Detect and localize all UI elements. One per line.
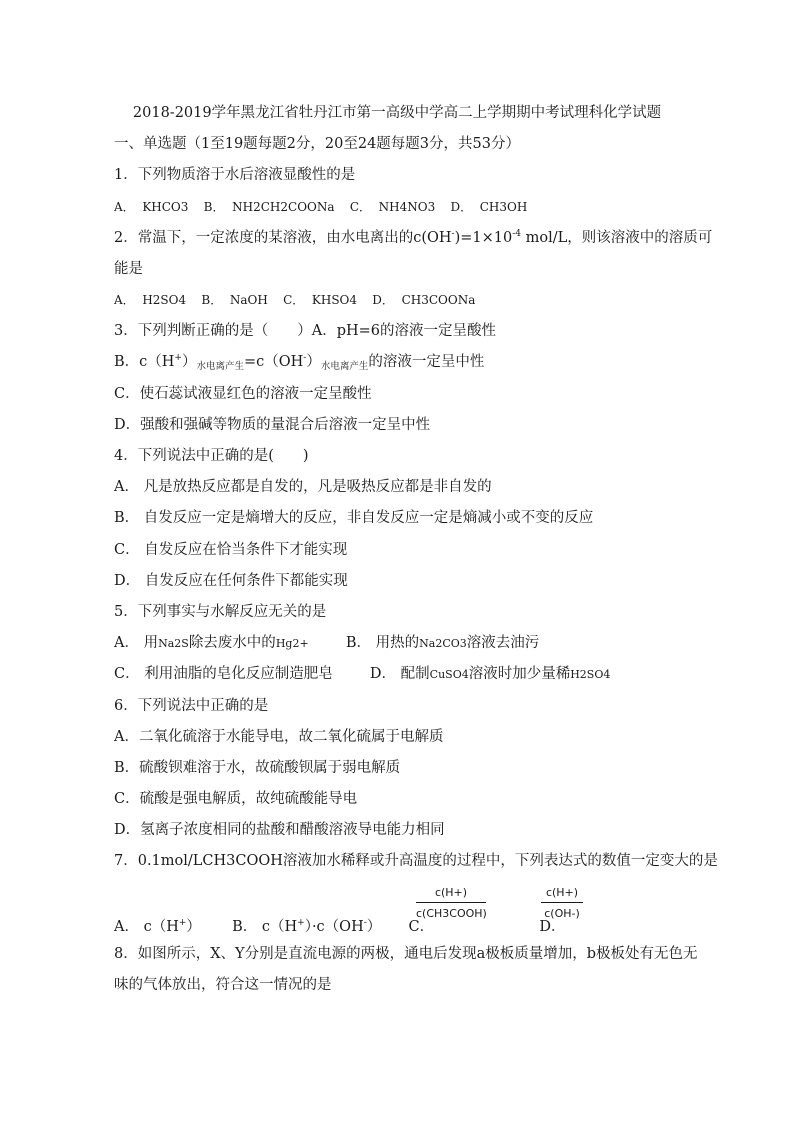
q5-option-a[interactable]: A． 用Na2S除去废水中的Hg2+ bbox=[114, 635, 309, 651]
q5-option-d[interactable]: D． 配制CuSO4溶液时加少量稀H2SO4 bbox=[369, 666, 611, 682]
q7-option-a[interactable]: A． c（H+） bbox=[114, 918, 201, 935]
question-5-stem: 5．下列事实与水解反应无关的是 bbox=[114, 604, 327, 620]
q6-option-c[interactable]: C．硫酸是强电解质，故纯硫酸能导电 bbox=[114, 791, 358, 807]
question-1-options bbox=[114, 197, 527, 217]
question-8-stem-cont: 味的气体放出，符合这一情况的是 bbox=[114, 977, 332, 993]
q2-option-a[interactable]: A． H2SO4 bbox=[114, 293, 187, 307]
q5-option-c[interactable]: C． 利用油脂的皂化反应制造肥皂 bbox=[114, 666, 333, 682]
q2-option-d[interactable]: D． CH3COONa bbox=[372, 293, 476, 307]
q7-fraction-c: c(H+) c(CH3COOH) bbox=[416, 886, 487, 920]
q4-option-a[interactable]: A． 凡是放热反应都是自发的，凡是吸热反应都是非自发的 bbox=[114, 479, 492, 495]
q1-option-c[interactable]: C． NH4NO3 bbox=[349, 200, 436, 214]
q7-option-b[interactable]: B． c（H+）·c（OH-） bbox=[232, 918, 382, 935]
question-1-stem: 1．下列物质溶于水后溶液显酸性的是 bbox=[114, 167, 356, 183]
q4-option-c[interactable]: C． 自发反应在恰当条件下才能实现 bbox=[114, 542, 348, 558]
q5-option-b[interactable]: B． 用热的Na2CO3溶液去油污 bbox=[345, 635, 540, 651]
question-8-stem: 8．如图所示，X、Y分别是直流电源的两极，通电后发现a极板质量增加，b极板处有无色无 bbox=[114, 946, 698, 962]
page-title: 2018-2019学年黑龙江省牡丹江市第一高级中学高二上学期期中考试理科化学试题 bbox=[132, 105, 662, 121]
question-5-options-ab bbox=[114, 633, 539, 654]
q4-option-b[interactable]: B． 自发反应一定是熵增大的反应，非自发反应一定是熵减小或不变的反应 bbox=[114, 510, 594, 526]
question-2-stem-cont: 能是 bbox=[114, 261, 143, 277]
question-7-stem: 7．0.1mol/LCH3COOH溶液加水稀释或升高温度的过程中，下列表达式的数值一定变大的是 bbox=[114, 853, 718, 869]
section-heading: 一、单选题（1至19题每题2分，20至24题每题3分，共53分） bbox=[114, 136, 520, 152]
q4-option-d[interactable]: D． 自发反应在任何条件下都能实现 bbox=[114, 573, 348, 589]
question-7-options bbox=[114, 917, 565, 937]
question-3-stem: 3．下列判断正确的是（ ）A．pH=6的溶液一定呈酸性 bbox=[114, 323, 496, 339]
q3-option-d[interactable]: D．强酸和强碱等物质的量混合后溶液一定呈中性 bbox=[114, 417, 431, 433]
q6-option-a[interactable]: A．二氧化硫溶于水能导电，故二氧化硫属于电解质 bbox=[114, 729, 444, 745]
question-5-options-cd bbox=[114, 664, 610, 685]
q7-option-c[interactable]: C． bbox=[408, 919, 435, 935]
q1-option-b[interactable]: B． NH2CH2COONa bbox=[203, 200, 335, 214]
q6-option-b[interactable]: B．硫酸钡难溶于水，故硫酸钡属于弱电解质 bbox=[114, 760, 401, 776]
q3-option-b[interactable]: B．$c(H^+)_{水电离产生}=c(OH^-)_{水电离产生}$的溶液一定呈中性 bbox=[114, 353, 485, 372]
q7-option-d[interactable]: D． bbox=[539, 919, 566, 935]
question-2-options bbox=[114, 290, 475, 310]
q2-option-b[interactable]: B． NaOH bbox=[201, 293, 268, 307]
q7-fraction-d: c(H+) c(OH-) bbox=[541, 886, 583, 920]
q1-option-d[interactable]: D． CH3OH bbox=[450, 200, 528, 214]
question-2-stem: 2．常温下，一定浓度的某溶液，由水电离出的$c(OH^-)=1\times 10^{-4}$ mol/L，则该溶液中的溶质可 bbox=[114, 229, 713, 246]
q6-option-d[interactable]: D．氢离子浓度相同的盐酸和醋酸溶液导电能力相同 bbox=[114, 822, 445, 838]
question-4-stem: 4．下列说法中正确的是( ) bbox=[114, 448, 309, 464]
q1-option-a[interactable]: A． KHCO3 bbox=[114, 200, 189, 214]
q3-option-c[interactable]: C．使石蕊试液显红色的溶液一定呈酸性 bbox=[114, 386, 372, 402]
question-6-stem: 6．下列说法中正确的是 bbox=[114, 698, 269, 714]
q2-option-c[interactable]: C． KHSO4 bbox=[283, 293, 358, 307]
